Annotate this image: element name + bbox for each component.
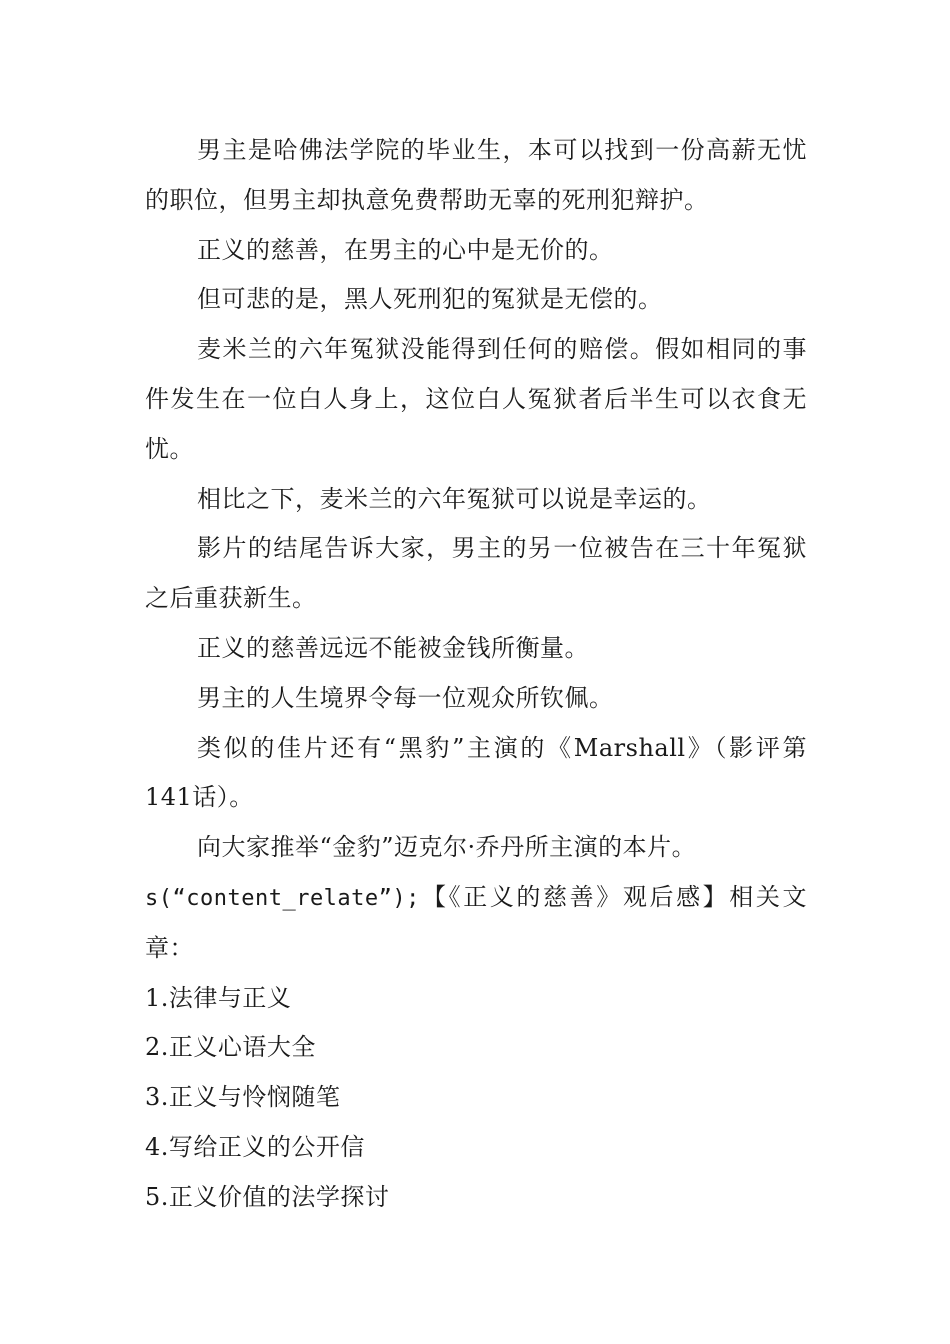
related-heading-text: 【《正义的慈善》观后感】相关文章： bbox=[145, 882, 807, 962]
script-prefix-text: s(“content_relate”); bbox=[145, 885, 420, 911]
paragraph-5: 相比之下，麦米兰的六年冤狱可以说是幸运的。 bbox=[197, 484, 712, 513]
related-link-1[interactable]: 1.法律与正义 bbox=[145, 983, 292, 1012]
paragraph-10: 向大家推举“金豹”迈克尔·乔丹所主演的本片。 bbox=[197, 833, 697, 862]
paragraph-4: 麦米兰的六年冤狱没能得到任何的赔偿。假如相同的事件发生在一位白人身上，这位白人冤狱者后半生可以衣食无忧。 bbox=[145, 335, 807, 463]
related-articles-heading bbox=[145, 873, 807, 974]
paragraph-9: 类似的佳片还有“黑豹”主演的《Marshall》（影评第141话）。 bbox=[145, 733, 807, 812]
related-link-2[interactable]: 2.正义心语大全 bbox=[145, 1033, 316, 1062]
paragraph-3: 但可悲的是，黑人死刑犯的冤狱是无偿的。 bbox=[197, 285, 663, 314]
paragraph-1: 男主是哈佛法学院的毕业生，本可以找到一份高薪无忧的职位，但男主却执意免费帮助无辜的死刑犯辩护。 bbox=[145, 136, 807, 214]
related-link-4[interactable]: 4.写给正义的公开信 bbox=[145, 1132, 365, 1161]
related-link-5[interactable]: 5.正义价值的法学探讨 bbox=[145, 1182, 390, 1211]
related-link-3[interactable]: 3.正义与怜悯随笔 bbox=[145, 1083, 341, 1112]
article-body bbox=[145, 126, 807, 1223]
paragraph-2: 正义的慈善，在男主的心中是无价的。 bbox=[197, 235, 614, 264]
paragraph-7: 正义的慈善远远不能被金钱所衡量。 bbox=[197, 633, 589, 662]
paragraph-6: 影片的结尾告诉大家，男主的另一位被告在三十年冤狱之后重获新生。 bbox=[145, 534, 807, 613]
paragraph-8: 男主的人生境界令每一位观众所钦佩。 bbox=[197, 683, 614, 712]
